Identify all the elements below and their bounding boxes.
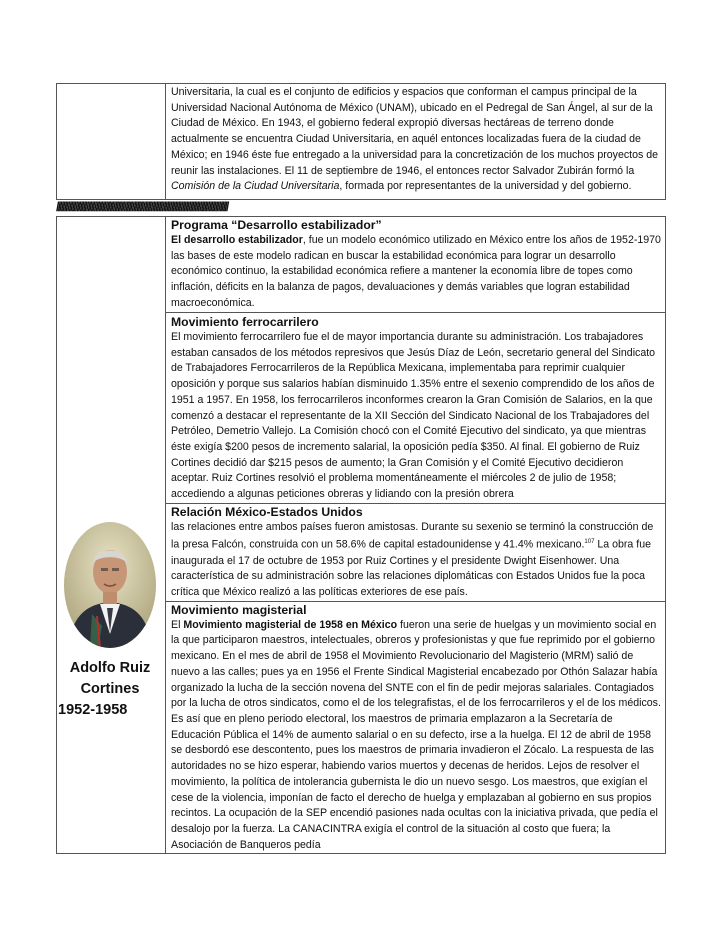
empty-left-cell	[57, 84, 166, 200]
section-cell-2	[166, 313, 666, 504]
section-bold-4: Movimiento magisterial de 1958 en México	[183, 618, 398, 631]
cu-text: Universitaria, la cual es el conjunto de edificios y espacios que conforman el campus principal de la Universidad Nacional Autónoma de México (UNAM), ubicado en el Pedregal de San Ángel, al sur de la Ciudad de México. En 1943, el gobierno federal expropió diversas hectáreas de terreno donde actualmente se encuentra Ciudad Universitaria, en aquél entonces localizadas fuera de la ciudad de México; en 1946 éste fue entregado a la universidad para la concretización de los muchos proyectos de reunir las instalaciones. El 11 de septiembre de 1946, el entonces rector Salvador Zubirán formó la	[171, 86, 659, 177]
section-text-4: fueron una serie de huelgas y un movimiento social en la que participaron maestros, intelectuales, obreros y profesionistas y que fue reprimido por el gobierno mexicano. En el mes de abril de 1958 el Movimiento Revolucionario del Magisterio (MRM) salió de nuevo a las calles; pues ya en 1956 el Frente Sindical Magisterial encabezado por Othón Salazar había organizado la lucha de la sección novena del SNTE con el fin de pedir mejoras salariales. Contagiados por la lucha de otros sindicatos, como el de los telegrafistas, el de los ferrocarrileros y el de los médicos. Es así que en pleno periodo electoral, los maestros de primaria emplazaron a la Secretaría de Educación Pública el 14% de aumento salarial o en su defecto, irse a la huelga. El 12 de abril de 1958 se desbordó ese descontento, pues los maestros de primaria invadieron el Zócalo. La respuesta de las autoridades no se hizo esperar, habiendo varios muertos y decenas de heridos. Lejos de resolver el movimiento, la política de intolerancia gubernista le dio un nuevo sesgo. Los maestros, que exigían el cese de la violencia, imponían de facto el derecho de huelga y emplazaban al gobierno en sus propios recintos. La ocupación de la SEP encendió pasiones nada ocultas con la iniciativa privada, que pedía el desalojo por la fuerza. La CANACINTRA exigía el control de la situación al costo que fuera; la Asociación de Banqueros pedía	[171, 618, 661, 851]
section-text-1: , fue un modelo económico utilizado en México entre los años de 1952-1970 las bases de este modelo radican en buscar la estabilidad económica para lograr un desarrollo económico continuo, la estabilidad económica refiere a mantener la economía libre de topes como inflación, déficits en la balanza de pagos, devaluaciones y demás variables que logran estabilidad macroeconómica.	[171, 234, 661, 309]
section-cell-3	[166, 503, 666, 601]
section-bold-1: El desarrollo estabilizador	[171, 234, 303, 246]
top-text-cell	[166, 84, 666, 200]
section-text-3b: La obra fue inaugurada el 17 de octubre de 1953 por Ruiz Cortines y el presidente Dwight Eisenhower. Una característica de su administración sobre las relaciones diplomáticas con Estados Unidos fue la poca crítica que México realizó a las políticas exteriores de ese país.	[171, 538, 651, 599]
president-years: 1952-1958	[58, 702, 128, 718]
section-cell-4	[166, 601, 666, 854]
section-text-2: El movimiento ferrocarrilero fue el de mayor importancia durante su administración. Los trabajadores estaban cansados de los métodos represivos que Jesús Díaz de León, secretario general del Sindicato de Trabajadores Ferrocarrileros de la República Mexicana, implementaba para reprimir cualquier oposición y porque sus salarios habían disminuido 1.35% entre el sexenio comprendido de los años de 1951 a 1957. En 1958, los ferrocarrileros inconformes crearon la Gran Comisión de Salarios, en la que comenzó a destacar el representante de la XII Sección del Sindicato Nacional de los Trabajadores del Petróleo, Demetrio Vallejo. La Comisión chocó con el Comité Ejecutivo del sindicato, ya que mientras éste exigía $200 pesos de incremento salarial, la oposición pedía $350. Al final. El gobierno de Ruiz Cortines decidió dar $215 pesos de aumento; la Gran Comisión y el Comité Ejecutivo decidieron aceptar. Ruiz Cortines resolvió el problema momentáneamente el miércoles 2 de julio de 1958; accediendo a algunas peticiones obreras y lidiando con la presión obrera	[171, 331, 656, 501]
section-title-4: Movimiento magisterial	[171, 602, 307, 617]
section-text-3: las relaciones entre ambos países fueron amistosas. Durante su sexenio se terminó la construcción de la presa Falcón, construida con un 58.6% de capital estadounidense y 41.4% mexicano.	[171, 520, 654, 551]
section-lead-4: El	[171, 618, 184, 631]
portrait-image	[64, 522, 156, 648]
president-table	[56, 216, 666, 854]
section-title-2: Movimiento ferrocarrilero	[171, 315, 319, 329]
top-table	[56, 83, 666, 200]
section-title-1: Programa “Desarrollo estabilizador”	[171, 218, 382, 232]
president-name-line1: Adolfo Ruiz	[69, 660, 151, 676]
separator-slashes: /////////////////////////////////////////////////////////////////////////////////////////////////////////////	[56, 200, 228, 214]
president-name	[56, 658, 164, 721]
president-name-line2: Cortines	[80, 681, 140, 697]
cu-tail: , formada por representantes de la universidad y del gobierno.	[339, 180, 632, 193]
cu-italic: Comisión de la Ciudad Universitaria	[171, 180, 340, 193]
section-title-3: Relación México-Estados Unidos	[171, 504, 363, 519]
section-cell-1	[166, 217, 666, 313]
president-portrait	[64, 522, 156, 648]
footnote-ref: 107	[584, 539, 595, 546]
